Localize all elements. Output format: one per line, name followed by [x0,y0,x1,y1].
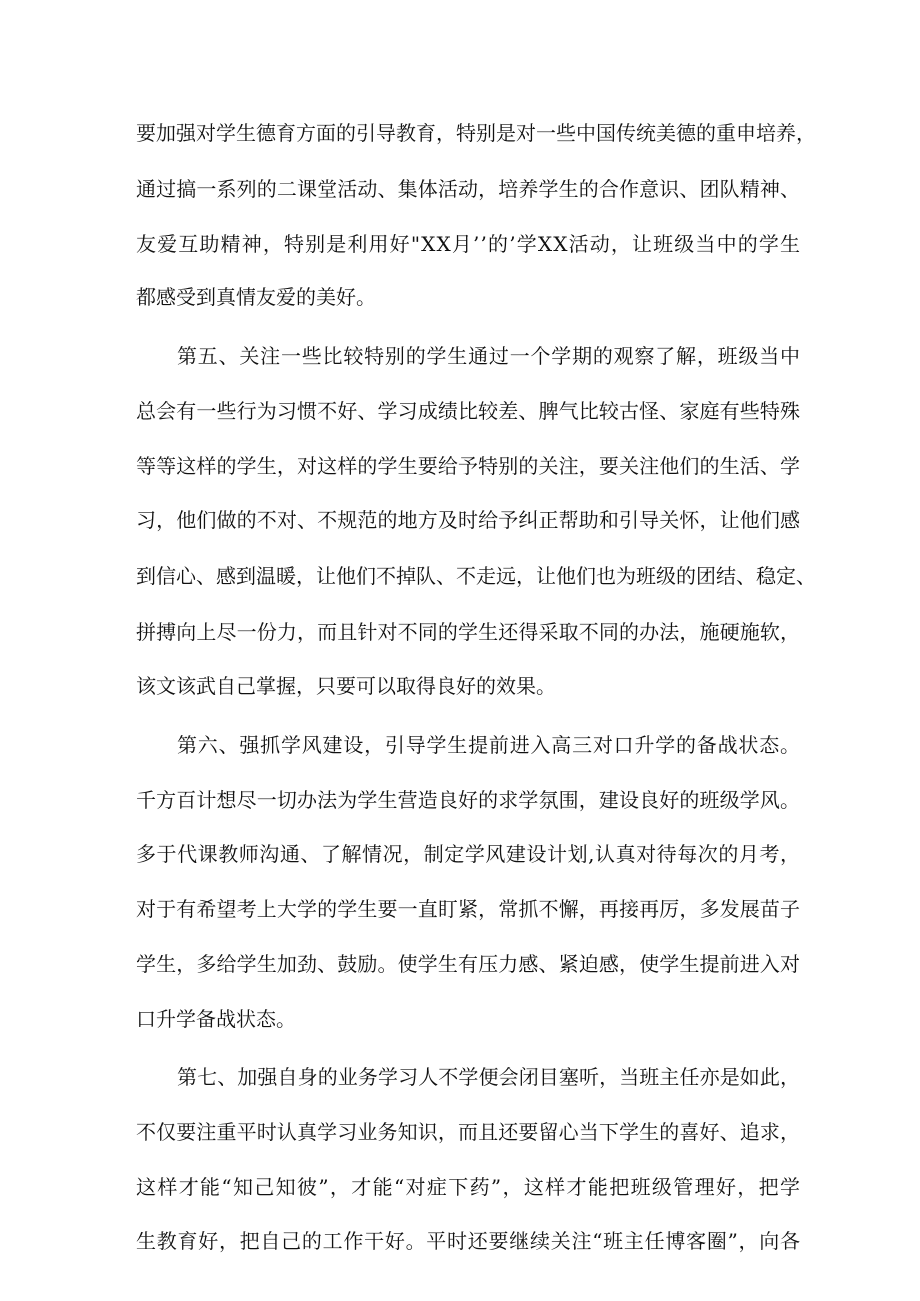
text-line: 通过搞一系列的二课堂活动、集体活动，培养学生的合作意识、团队精神、 [136,177,801,201]
text-line: 千方百计想尽一切办法为学生营造良好的求学氛围，建设良好的班级学风。 [136,788,801,812]
text-line: 习，他们做的不对、不规范的地方及时给予纠正帮助和引导关怀，让他们感 [136,508,801,532]
text-line: 学生，多给学生加劲、鼓励。使学生有压力感、紧迫感，使学生提前进入对 [136,952,801,976]
text-line: 总会有一些行为习惯不好、学习成绩比较差、脾气比较古怪、家庭有些特殊 [136,399,801,423]
text-line: 都感受到真情友爱的美好。 [136,285,376,309]
text-line: 对于有希望考上大学的学生要一直盯紧，常抓不懈，再接再厉，多发展苗子 [136,897,801,921]
text-line: 生教育好，把自己的工作干好。平时还要继续关注“班主任博客圈”，向各 [136,1229,801,1253]
text-line: 拼搏向上尽一份力，而且针对不同的学生还得采取不同的办法，施硬施软， [136,620,801,644]
text-line: 友爱互助精神，特别是利用好"XX月’’的’学XX活动，让班级当中的学生 [136,232,802,256]
text-line: 多于代课教师沟通、了解情况，制定学风建设计划,认真对待每次的月考， [136,842,801,866]
text-line: 第五、关注一些比较特别的学生通过一个学期的观察了解，班级当中 [177,344,801,368]
text-line: 到信心、感到温暖，让他们不掉队、不走远，让他们也为班级的团结、稳定、 [136,564,816,588]
text-line: 口升学备战状态。 [136,1007,296,1031]
text-line: 第六、强抓学风建设，引导学生提前进入高三对口升学的备战状态。 [177,733,801,757]
text-line: 等等这样的学生，对这样的学生要给予特别的关注，要关注他们的生活、学 [136,454,801,478]
text-line: 这样才能“知己知彼”，才能“对症下药”，这样才能把班级管理好，把学 [136,1175,802,1199]
text-line: 不仅要注重平时认真学习业务知识，而且还要留心当下学生的喜好、追求， [136,1120,801,1144]
text-line: 第七、加强自身的业务学习人不学便会闭目塞听，当班主任亦是如此， [177,1065,801,1089]
text-line: 要加强对学生德育方面的引导教育，特别是对一些中国传统美德的重申培养， [136,121,816,145]
text-line: 该文该武自己掌握，只要可以取得良好的效果。 [136,674,556,698]
